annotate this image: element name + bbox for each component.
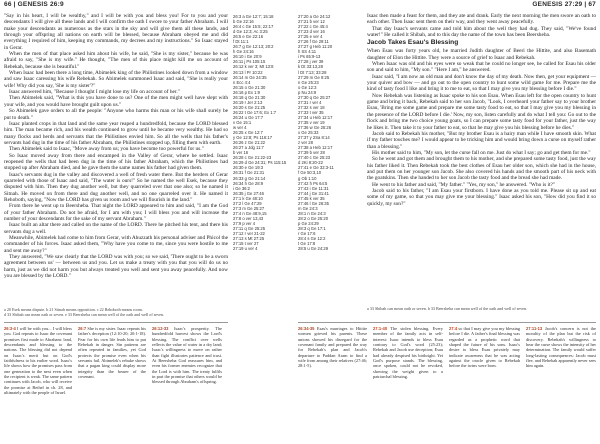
cross-reference: 28:3 q Ge 17:1 bbox=[298, 225, 326, 231]
verse-paragraph: Isaac said, "I am now an old man and don't know the day of my death. Now then, get your equipment — your quiver and bow — and go out to the open country to hunt some wild game for me. Prepare me the kind of tasty food I like and bring it to me to eat, so that I may give you my blessing before I die." bbox=[367, 73, 596, 93]
cross-reference: 26:16 p Ex 1:9 bbox=[233, 89, 261, 95]
cross-reference: 27:38 a Heb 12:17 bbox=[298, 145, 333, 151]
verse-paragraph: Isaac then made a feast for them, and they ate and drank. Early the next morning the men swore an oath to each other. Then Isaac sent them on their way, and they went away peacefully. bbox=[367, 13, 596, 26]
cross-reference: 27:21 b ver 12 bbox=[298, 19, 325, 25]
cross-reference: h SS 4:11 bbox=[298, 49, 317, 55]
cross-reference: 27:27 g Heb 11:20 bbox=[298, 44, 333, 50]
cross-reference: 26:27 a Jdg 11:7 bbox=[233, 145, 264, 151]
cross-reference: 26:25 x Ge 12:7 bbox=[233, 130, 263, 136]
study-note bbox=[526, 326, 596, 442]
cross-reference: 26:26 z Ge 21:22 bbox=[233, 140, 266, 146]
cross-reference: 26:20 s Ge 21:25 bbox=[233, 104, 266, 110]
verse-paragraph: His mother said to him, "My son, let the curse fall on me. Just do what I say; go and get them for me." bbox=[372, 149, 591, 156]
cross-reference: 27:19 u ver 4 bbox=[233, 246, 258, 252]
cross-reference: 26:33 g Ge 21:14 bbox=[233, 175, 266, 181]
cross-reference: 26:13 l Pr 10:22 bbox=[233, 69, 263, 75]
verse-paragraph: That day Isaac's servants came and told him about the well they had dug. They said, "We've found water!" He called it Shibah, and to this day the name of the town has been Beersheba. bbox=[367, 25, 596, 39]
note-reference: 27:1-40 bbox=[373, 326, 388, 331]
cross-reference: 26:24 u Ge 17:7 bbox=[233, 114, 264, 120]
cross-reference: 26:14 m Ge 24:35 bbox=[233, 74, 267, 80]
cross-reference: v Ge 15:1 bbox=[233, 119, 252, 125]
cross-reference: 27:22 c Ge 45:4 bbox=[298, 24, 328, 30]
cross-reference: t Ge 17:8 bbox=[298, 241, 316, 247]
cross-reference: 27:15 t ver 27 bbox=[233, 241, 259, 247]
cross-reference: x Ge 25:33 bbox=[298, 130, 319, 136]
verse-paragraph: When Isaac had been there a long time, Abimelek king of the Philistines looked down from a window and saw Isaac caressing his wife Rebekah. So Abimelek summoned Isaac and said, "She is really your wife! Why did you say, 'She is my sister'?" bbox=[4, 70, 228, 89]
cross-reference: b Ge 22:16 bbox=[233, 19, 254, 25]
cross-reference: 26:5 e Ge 22:16 bbox=[233, 34, 264, 40]
verse-paragraph: So Isaac moved away from there and encamped in the Valley of Gerar, where he settled. Isaac reopened the wells that had been dug in the time of his father Abraham, which the Philistines had stopped up after Abraham died, and he gave them the same names his father had given them. bbox=[4, 152, 228, 172]
cross-reference: h Ge 24:16 bbox=[233, 49, 254, 55]
cross-reference: 26:30 e Ge 19:3 bbox=[233, 165, 264, 171]
note-reference: 26:7 bbox=[78, 326, 87, 331]
cross-reference: r Ge 17:6 bbox=[298, 231, 316, 237]
cross-reference: d 2Ki 8:20-22 bbox=[298, 160, 323, 166]
running-head-left: 66 | GENESIS 26:9 bbox=[4, 1, 64, 8]
footnote: a 33 Shibah can mean oath or seven. b 33 Beersheba can mean well of the oath and well of seven. bbox=[367, 306, 528, 311]
cross-reference: 27:41 e Ge 32:3-11 bbox=[298, 165, 334, 171]
cross-reference: 27:26 f Ge 29:11 bbox=[298, 39, 329, 45]
verse-paragraph: They answered, "We saw clearly that the LORD was with you; so we said, 'There ought to be a sworn agreement between us' — between us and you. Let us make a treaty with you that you will do us no harm, just as we did not harm you but always treated you well and sent you away peacefully. And now you are blessed by the LORD." bbox=[4, 254, 228, 280]
cross-reference: p Nu 24:9 bbox=[298, 89, 317, 95]
footnotes-right bbox=[367, 306, 596, 311]
study-note bbox=[4, 326, 72, 442]
cross-reference: 27:28 j ver 39 bbox=[298, 59, 324, 65]
cross-reference: b ver 16 bbox=[233, 150, 249, 156]
cross-reference: w ver 4 bbox=[233, 125, 247, 131]
verse-paragraph: Isaac's servants dug in the valley and discovered a well of fresh water there. But the herders of Gerar quarreled with those of Isaac and said, "The water is ours!" So he named the well Esek, because they disputed with him. Then they dug another well, but they quarreled over that one also; so he named it Sitnah. He moved on from there and dug another well, and no one quarreled over it. He named it Rehoboth, saying, "Now the LORD has given us room and we will flourish in the land." bbox=[4, 171, 228, 203]
verse-paragraph: "Say in his heart, I will be wealthy," and I will be with you and bless you! For to you and your descendants I will give all these lands and I will confirm the oath I swore to your father Abraham. I will make your descendants as numerous as the stars in the sky and will give them all these lands, and through your offspring all nations on earth will be blessed, because Abraham obeyed me and did everything I required of him, keeping my commands, my decrees and my instructions." So Isaac stayed in Gerar. bbox=[4, 13, 228, 51]
study-note bbox=[373, 326, 443, 442]
cross-reference: 27:20 a Ge 24:12 bbox=[298, 14, 331, 19]
study-note bbox=[298, 326, 367, 442]
cross-reference: 28:1 n Ge 24:3 bbox=[298, 210, 326, 216]
note-text: I will be with you... I will bless you. God repeats to Isaac the covenant promises first made to Abraham: land, descendants and blessing to the nations. The blessing did not depend on Isaac's merit but on God's faithfulness to his earlier word. Isaac's life shows how the promises pass from one generation to the next even when the recipient is weak. The same pattern continues with Jacob, who will receive the promise at Bethel in ch. 28, and ultimately with the people of Israel. bbox=[4, 326, 72, 396]
study-note bbox=[78, 326, 146, 442]
cross-reference: i Ps 65:9-13 bbox=[298, 54, 321, 60]
footnote: a 20 Esek means dispute. b 21 Sitnah means opposition. c 22 Rehoboth means room. bbox=[4, 307, 143, 312]
cross-reference: 28:5 u Ge 24:29 bbox=[298, 246, 329, 252]
cross-reference: 27:32 s ver 18 bbox=[298, 104, 325, 110]
cross-reference: 26:18 q Ge 21:30 bbox=[233, 94, 266, 100]
note-reference: 26:34-35 bbox=[298, 326, 315, 331]
cross-reference: 27:12 r ver 21-22 bbox=[233, 231, 265, 237]
notes-divider-left bbox=[4, 322, 228, 323]
cross-reference: m Ge 24:3 bbox=[298, 205, 318, 211]
verse-paragraph: Jacob said to his father, "I am Esau your firstborn. I have done as you told me. Please sit up and eat some of my game, so that you may give me your blessing." Isaac asked his son, "How did you find it so quickly, my son?" bbox=[367, 187, 596, 207]
cross-reference: 26:12 k ver 3; Mt 13:8 bbox=[233, 64, 274, 70]
note-text: Jacob's concern is not the morality of the plan but the risk of discovery. Rebekah's willingness to bear the curse shows the intensity of her determination. The family would suffer long-lasting consequences: Jacob must flee, and Rebekah apparently never sees him again. bbox=[526, 326, 596, 369]
cross-reference: 27:29 m Ge 9:25 bbox=[298, 74, 330, 80]
cross-reference: 27:39 b ver 28 bbox=[298, 150, 325, 156]
cross-reference: 27:11 q Ge 25:25 bbox=[233, 225, 266, 231]
cross-reference: 27:33 t ver 35 bbox=[298, 109, 324, 115]
verse-paragraph: Jacob said to Rebekah his mother, "But my brother Esau is a hairy man while I have smooth skin. What if my father touches me? I would appear to be tricking him and would bring down a curse on myself rather than a blessing." bbox=[367, 130, 596, 150]
verse-paragraph: When Esau was forty years old, he married Judith daughter of Beeri the Hittite, and also Basemath daughter of Elon the Hittite. They were a source of grief to Isaac and Rebekah. bbox=[367, 48, 596, 61]
cross-reference: 27:37 y 2Sa 8:14 bbox=[298, 135, 330, 141]
left-text-column bbox=[4, 13, 228, 306]
section-heading: Jacob Takes Esau's Blessing bbox=[367, 39, 459, 47]
cross-reference: d Ge 12:3; Ac 3:25 bbox=[233, 29, 268, 35]
cross-reference: 27:4 n Ge 48:9,15 bbox=[233, 210, 267, 216]
running-head-right: GENESIS 27:29 | 67 bbox=[532, 1, 596, 8]
cross-reference: 26:19 r Jer 2:13 bbox=[233, 99, 263, 105]
note-reference: 27:4 bbox=[449, 326, 458, 331]
note-text: The stolen blessing. Every member of the family acts in self-interest: Isaac intends to bless Esau contrary to God's word (25:23); Rebekah and Jacob use deception; Esau had already despised his birthright. Yet God's purpose stands. The blessing, once spoken, could not be revoked, showing the weight given to a patriarchal blessing. bbox=[373, 326, 443, 380]
cross-reference: 26:7 g Ge 12:13; 20:2 bbox=[233, 44, 274, 50]
cross-reference: 26:35 j Ge 27:46 bbox=[233, 190, 264, 196]
cross-reference: 26:4 c Ge 15:5; 22:17 bbox=[233, 24, 274, 30]
cross-reference: n Ecc 4:4 bbox=[233, 79, 251, 85]
verse-paragraph: Isaac built an altar there and called on the name of the LORD. There he pitched his tent, and there his servants dug a well. bbox=[4, 222, 228, 235]
verse-paragraph: When Isaac was old and his eyes were so weak that he could no longer see, he called for Esau his older son and said to him, "My son." "Here I am," he answered. bbox=[367, 61, 596, 74]
cross-reference: 27:42 h Ps 64:5 bbox=[298, 180, 328, 186]
note-reference: 26:12-33 bbox=[152, 326, 169, 331]
note-reference: 26:3-4 bbox=[4, 326, 16, 331]
verse-paragraph: Isaac answered him, "Because I thought I might lose my life on account of her." bbox=[9, 89, 180, 96]
cross-reference: 27:25 e ver 4 bbox=[298, 34, 323, 40]
cross-reference: 27:40 c Ge 25:23 bbox=[298, 155, 331, 161]
note-text: so that I may give you my blessing before I die. A father's final blessing was regarded as a prophetic word that shaped the future of his sons. Isaac's desire to bless Esau privately may indicate awareness that he was acting against the oracle given to Rebekah before the twins were born. bbox=[449, 326, 520, 369]
study-note bbox=[449, 326, 520, 442]
cross-reference: 26:31 f Ge 21:31 bbox=[233, 170, 265, 176]
cross-reference: 26:3 a Ge 12:7; 15:18 bbox=[233, 14, 274, 19]
cross-reference: 27:36 w Ge 25:26 bbox=[298, 125, 332, 131]
cross-reference-column-left bbox=[233, 14, 294, 434]
cross-reference: 27:43 i Ge 11:31 bbox=[298, 185, 329, 191]
cross-reference: 27:8 o ver 13,43 bbox=[233, 215, 264, 221]
verse-paragraph: Then Abimelek said to Isaac, "Move away from us; you have become too powerful for us." bbox=[9, 146, 204, 153]
note-text: She is my sister. Isaac repeats his father's deception (12:10-20; 20:1-18). Fear for his own life leads him to put Rebekah in danger. Sin patterns are often repeated in families, yet God protects the promise even when his servants fail. Abimelek's rebuke shows that a pagan king could display more integrity than the bearer of the covenant. bbox=[78, 326, 146, 380]
cross-reference: f Dt 11:1 bbox=[233, 39, 249, 45]
cross-reference: 27:46 l Ge 26:35 bbox=[298, 200, 329, 206]
cross-reference: p Ge 24:29 bbox=[298, 220, 319, 226]
cross-reference: 27:2 l Ge 47:29 bbox=[233, 200, 262, 206]
cross-reference: 28:2 o Ge 25:20 bbox=[298, 215, 329, 221]
note-reference: 27:11-13 bbox=[526, 326, 543, 331]
notes-divider-right bbox=[298, 322, 596, 323]
cross-reference: n Ge 25:23 bbox=[298, 79, 319, 85]
cross-reference: f Ge 50:3,10 bbox=[298, 170, 322, 176]
verse-paragraph: From there he went up to Beersheba. That night the LORD appeared to him and said, "I am the God of your father Abraham. Do not be afraid, for I am with you; I will bless you and will increase the number of your descendants for the sake of my servant Abraham." bbox=[4, 203, 228, 222]
verse-paragraph: So he went and got them and brought them to his mother, and she prepared some tasty food, just the way his father liked it. Then Rebekah took the best clothes of Esau her older son, which she had in the house, and put them on her younger son Jacob. She also covered his hands and the smooth part of his neck with the goatskins. Then she handed to her son Jacob the tasty food and the bread she had made. bbox=[367, 156, 596, 182]
verse-paragraph: He went to his father and said, "My father." "Yes, my son," he answered. "Who is it?" bbox=[372, 181, 556, 188]
cross-reference: g Ob 1:10 bbox=[298, 175, 317, 181]
verse-paragraph: Isaac planted crops in that land and the same year reaped a hundredfold, because the LORD blessed him. The man became rich, and his wealth continued to grow until he became very wealthy. He had so many flocks and herds and servants that the Philistines envied him. So all the wells that his father's servants had dug in the time of his father Abraham, the Philistines stopped up, filling them with earth. bbox=[4, 120, 228, 146]
cross-reference: z ver 28 bbox=[298, 140, 313, 146]
cross-reference: l Dt 7:13; 33:28 bbox=[298, 69, 327, 75]
cross-reference: 27:13 s Mt 27:25 bbox=[233, 236, 265, 242]
cross-reference: 26:11 j Ps 105:15 bbox=[233, 59, 266, 65]
cross-reference: 26:10 i Ge 20:9 bbox=[233, 54, 262, 60]
verse-paragraph: So Abimelek gave orders to all the people: "Anyone who harms this man or his wife shall surely be put to death." bbox=[4, 108, 228, 121]
footnote: d 33 Shibah can mean oath or seven. e 33 Beersheba can mean well of the oath and well of seven. bbox=[4, 312, 165, 317]
footnotes-left bbox=[4, 307, 228, 317]
verse-paragraph: Then Abimelek said, "What is this you have done to us? One of the men might well have slept with your wife, and you would have brought guilt upon us." bbox=[4, 95, 228, 108]
cross-reference: 27:1 k Ge 48:10 bbox=[233, 195, 263, 201]
cross-reference: 27:23 d ver 16 bbox=[298, 29, 325, 35]
cross-reference: i Ge 36:2 bbox=[233, 185, 250, 191]
cross-reference: 27:9 p ver 4 bbox=[233, 220, 256, 226]
cross-reference: 27:45 k ver 35 bbox=[298, 195, 325, 201]
cross-reference: k Dt 33:13,28 bbox=[298, 64, 323, 70]
cross-reference: 26:29 d Ge 24:31; Ps 115:15 bbox=[233, 160, 287, 166]
cross-reference: 27:44 j Ge 31:41 bbox=[298, 190, 329, 196]
cross-reference: y Ge 12:8; Ps 116:17 bbox=[233, 135, 273, 141]
cross-reference: 26:15 o Ge 21:30 bbox=[233, 84, 266, 90]
cross-reference: o Ge 12:3 bbox=[298, 84, 317, 90]
cross-reference: 27:34 u Heb 12:17 bbox=[298, 114, 333, 120]
cross-reference: 28:4 s Ge 12:2 bbox=[298, 236, 326, 242]
note-text: Isaac's prosperity. The hundredfold harvest shows the Lord's blessing. The conflict over wells reflects the value of water in a dry land; Isaac's willingness to move on rather than fight illustrates patience and trust. At Beersheba God reassures him, and even his former enemies recognize that the Lord is with him. The treaty fulfils in part the promise that others would be blessed through Abraham's offspring. bbox=[152, 326, 222, 385]
right-text-column bbox=[367, 13, 596, 304]
cross-reference: 26:22 t Ge 17:6; Ex 1:7 bbox=[233, 109, 277, 115]
cross-reference: 27:35 v ver 19 bbox=[298, 119, 325, 125]
cross-reference: 27:30 q Ge 25:27 bbox=[298, 94, 331, 100]
study-note bbox=[152, 326, 222, 442]
cross-reference: 26:28 c Ge 21:22-23 bbox=[233, 155, 272, 161]
cross-reference: 26:34 h Ge 28:9 bbox=[233, 180, 264, 186]
note-text: Esau's marriages to Hittite women grieved his parents. These unions showed his disregard for the covenant family and prepared the way for Rebekah's plan and Jacob's departure to Paddan Aram to find a wife from among their relatives (27:46; 28:1-5). bbox=[298, 326, 367, 369]
verse-paragraph: When the men of that place asked him about his wife, he said, "She is my sister," because he was afraid to say, "She is my wife." He thought, "The men of this place might kill me on account of Rebekah, because she is beautiful." bbox=[4, 51, 228, 70]
page-header bbox=[0, 0, 600, 11]
verse-paragraph: Now Rebekah was listening as Isaac spoke to his son Esau. When Esau left for the open country to hunt game and bring it back, Rebekah said to her son Jacob, "Look, I overheard your father say to your brother Esau, 'Bring me some game and prepare me some tasty food to eat, so that I may give you my blessing in the presence of the LORD before I die.' Now, my son, listen carefully and do what I tell you: Go out to the flock and bring me two choice young goats, so I can prepare some tasty food for your father, just the way he likes it. Then take it to your father to eat, so that he may give you his blessing before he dies." bbox=[367, 92, 596, 131]
verse-paragraph: Meanwhile, Abimelek had come to him from Gerar, with Ahuzzath his personal adviser and Phicol the commander of his forces. Isaac asked them, "Why have you come to me, since you were hostile to me and sent me away?" bbox=[4, 235, 228, 254]
cross-reference: 27:31 r ver 4 bbox=[298, 99, 322, 105]
cross-reference: 27:3 m Ge 25:27 bbox=[233, 205, 265, 211]
